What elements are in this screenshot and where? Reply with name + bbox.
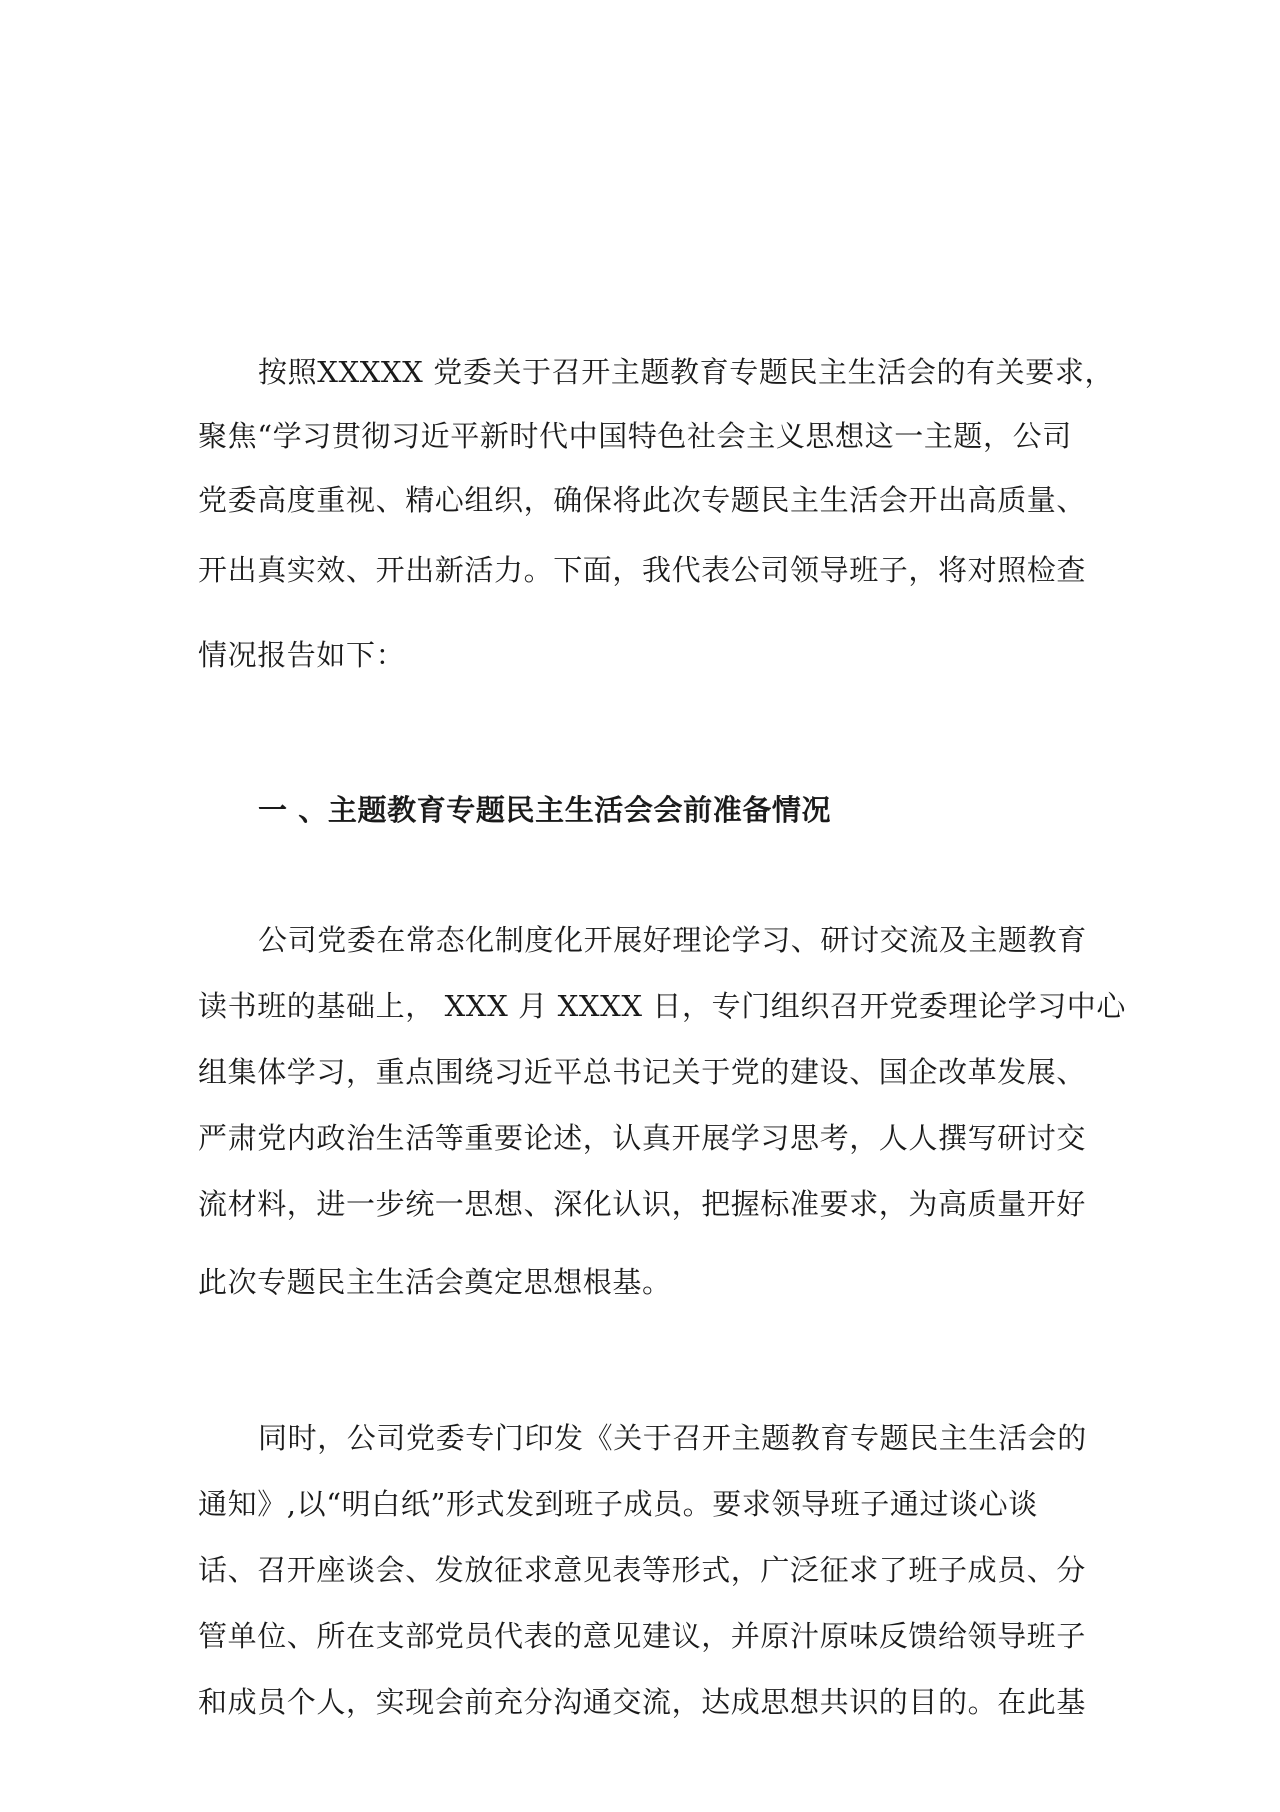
paragraph-1-line-1: 按照XXXXX 党委关于召开主题教育专题民主生活会的有关要求， [258,355,1115,389]
paragraph-3-line-4: 管单位、所在支部党员代表的意见建议，并原汁原味反馈给领导班子 [198,1619,1087,1653]
paragraph-1-line-4: 开出真实效、开出新活力。下面，我代表公司领导班子，将对照检查 [198,553,1087,587]
paragraph-2-line-2: 读书班的基础上， XXX 月 XXXX 日，专门组织召开党委理论学习中心 [198,989,1126,1023]
paragraph-2-line-3: 组集体学习，重点围绕习近平总书记关于党的建设、国企改革发展、 [198,1055,1087,1089]
paragraph-2-line-5: 流材料，进一步统一思想、深化认识，把握标准要求，为高质量开好 [198,1187,1087,1221]
paragraph-1-line-5: 情况报告如下： [198,638,406,672]
paragraph-3-line-2: 通知》,以“明白纸”形式发到班子成员。要求领导班子通过谈心谈 [198,1487,1038,1521]
paragraph-3-line-1: 同时，公司党委专门印发《关于召开主题教育专题民主生活会的 [258,1421,1087,1455]
paragraph-2-line-4: 严肃党内政治生活等重要论述，认真开展学习思考，人人撰写研讨交 [198,1121,1087,1155]
paragraph-3-line-5: 和成员个人，实现会前充分沟通交流，达成思想共识的目的。在此基 [198,1685,1087,1719]
paragraph-1-line-3: 党委高度重视、精心组织，确保将此次专题民主生活会开出高质量、 [198,483,1087,517]
paragraph-2-line-1: 公司党委在常态化制度化开展好理论学习、研讨交流及主题教育 [258,923,1087,957]
section-heading: 一 、主题教育专题民主生活会会前准备情况 [258,793,832,827]
paragraph-3-line-3: 话、召开座谈会、发放征求意见表等形式，广泛征求了班子成员、分 [198,1553,1087,1587]
paragraph-2-line-6: 此次专题民主生活会奠定思想根基。 [198,1265,672,1299]
paragraph-1-line-2: 聚焦“学习贯彻习近平新时代中国特色社会主义思想这一主题，公司 [198,419,1072,453]
